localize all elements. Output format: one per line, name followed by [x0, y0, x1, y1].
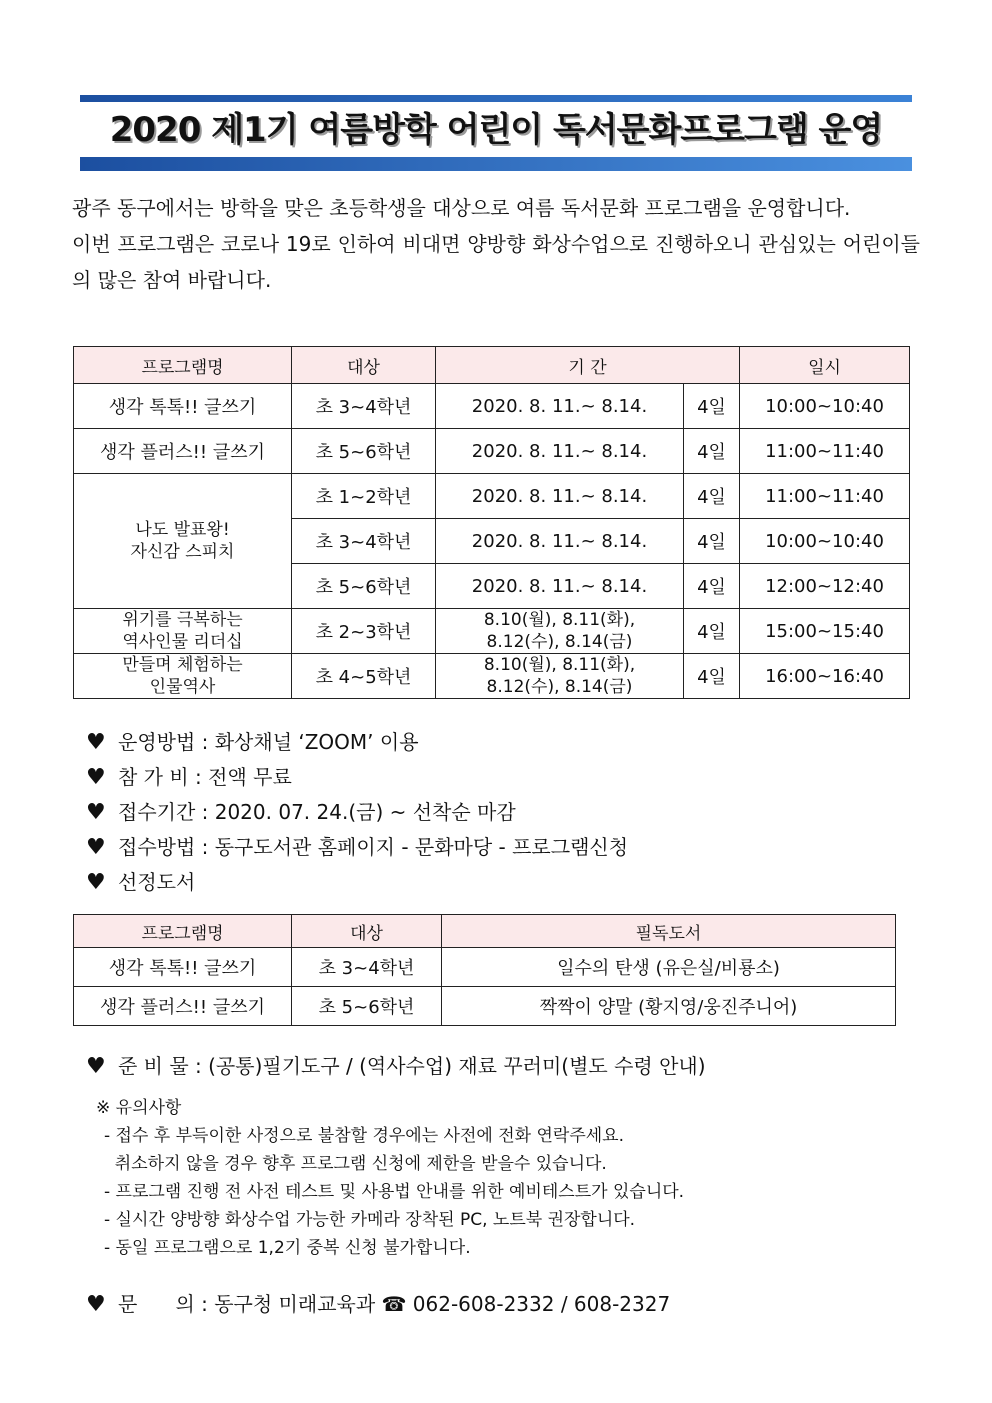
header-time: 일시 [740, 347, 910, 384]
heart-icon: ♥ [86, 730, 106, 755]
target-cell: 초 3~4학년 [292, 948, 442, 987]
days-cell: 4일 [684, 564, 740, 609]
contact-line [86, 1286, 670, 1322]
intro-paragraph-2: 이번 프로그램은 코로나 19로 인하여 비대면 양방향 화상수업으로 진행하오니 관심있는 어린이들의 많은 참여 바랍니다. [72, 232, 920, 292]
period-line-2: 8.12(수), 8.14(금) [486, 677, 633, 697]
period-cell: 2020. 8. 11.~ 8.14. [436, 384, 684, 429]
bullet-method [86, 725, 628, 760]
title-bar-top [80, 95, 912, 102]
target-cell: 초 2~3학년 [292, 609, 436, 654]
header-program: 프로그램명 [74, 347, 292, 384]
page-title: 2020 제1기 여름방학 어린이 독서문화프로그램 운영 [109, 110, 883, 150]
time-cell: 10:00~10:40 [740, 384, 910, 429]
notes-title: ※ 유의사항 [96, 1098, 182, 1118]
title-banner [80, 95, 912, 173]
book-cell: 짝짝이 양말 (황지영/웅진주니어) [442, 987, 896, 1026]
header-program: 프로그램명 [74, 915, 292, 948]
bullet-text: 선정도서 [118, 870, 196, 894]
time-cell: 16:00~16:40 [740, 654, 910, 699]
table-row [74, 429, 910, 474]
period-cell: 2020. 8. 11.~ 8.14. [436, 564, 684, 609]
books-header-row [74, 915, 896, 948]
program-line-2: 자신감 스피치 [130, 542, 235, 562]
time-cell: 10:00~10:40 [740, 519, 910, 564]
intro-text [72, 190, 920, 298]
header-book: 필독도서 [442, 915, 896, 948]
period-line-1: 8.10(월), 8.11(화), [483, 610, 636, 630]
program-line-1: 위기를 극복하는 [122, 610, 243, 630]
heart-icon: ♥ [86, 870, 106, 895]
target-cell: 초 5~6학년 [292, 429, 436, 474]
title-bar-bottom [80, 157, 912, 171]
heart-icon: ♥ [86, 765, 106, 790]
bullet-fee [86, 760, 628, 795]
target-cell: 초 1~2학년 [292, 474, 436, 519]
header-target: 대상 [292, 347, 436, 384]
header-target: 대상 [292, 915, 442, 948]
days-cell: 4일 [684, 474, 740, 519]
program-cell: 생각 플러스!! 글쓰기 [74, 429, 292, 474]
time-cell: 11:00~11:40 [740, 474, 910, 519]
program-cell: 생각 톡톡!! 글쓰기 [74, 384, 292, 429]
heart-icon: ♥ [86, 1054, 106, 1079]
contact-text: 문 의 : 동구청 미래교육과 ☎ 062-608-2332 / 608-2327 [118, 1292, 671, 1316]
prep-line [86, 1048, 706, 1084]
books-table [73, 914, 896, 1026]
note-item: - 접수 후 부득이한 사정으로 불참할 경우에는 사전에 전화 연락주세요. [104, 1126, 624, 1146]
bullet-books [86, 865, 628, 900]
target-cell: 초 3~4학년 [292, 519, 436, 564]
target-cell: 초 5~6학년 [292, 564, 436, 609]
period-cell: 2020. 8. 11.~ 8.14. [436, 429, 684, 474]
info-bullets [86, 725, 628, 900]
heart-icon: ♥ [86, 800, 106, 825]
bullet-period [86, 795, 628, 830]
time-cell: 11:00~11:40 [740, 429, 910, 474]
note-item: - 실시간 양방향 화상수업 가능한 카메라 장착된 PC, 노트북 권장합니다. [104, 1210, 636, 1230]
program-line-1: 만들며 체험하는 [122, 655, 243, 675]
note-item: 취소하지 않을 경우 향후 프로그램 신청에 제한을 받을수 있습니다. [104, 1154, 607, 1174]
days-cell: 4일 [684, 429, 740, 474]
days-cell: 4일 [684, 384, 740, 429]
days-cell: 4일 [684, 654, 740, 699]
program-line-1: 나도 발표왕! [135, 520, 230, 540]
period-line-1: 8.10(월), 8.11(화), [483, 655, 636, 675]
period-cell: 2020. 8. 11.~ 8.14. [436, 474, 684, 519]
table-row [74, 474, 910, 519]
program-line-2: 역사인물 리더십 [122, 632, 243, 652]
heart-icon: ♥ [86, 1292, 106, 1317]
notes-section [96, 1094, 684, 1262]
period-cell: 2020. 8. 11.~ 8.14. [436, 519, 684, 564]
bullet-text: 접수방법 : 동구도서관 홈페이지 - 문화마당 - 프로그램신청 [118, 835, 629, 859]
heart-icon: ♥ [86, 835, 106, 860]
program-cell [74, 474, 292, 609]
table-row [74, 384, 910, 429]
program-cell: 생각 플러스!! 글쓰기 [74, 987, 292, 1026]
target-cell: 초 3~4학년 [292, 384, 436, 429]
period-cell [436, 654, 684, 699]
prep-text: 준 비 물 : (공통)필기도구 / (역사수업) 재료 꾸러미(별도 수령 안내) [118, 1054, 706, 1078]
table-row [74, 609, 910, 654]
program-line-2: 인물역사 [149, 677, 216, 697]
header-period: 기 간 [436, 347, 740, 384]
note-item: - 동일 프로그램으로 1,2기 중복 신청 불가합니다. [104, 1238, 471, 1258]
target-cell: 초 5~6학년 [292, 987, 442, 1026]
time-cell: 15:00~15:40 [740, 609, 910, 654]
program-cell [74, 609, 292, 654]
period-cell [436, 609, 684, 654]
bullet-text: 접수기간 : 2020. 07. 24.(금) ~ 선착순 마감 [118, 800, 516, 824]
book-cell: 일수의 탄생 (유은실/비룡소) [442, 948, 896, 987]
bullet-text: 운영방법 : 화상채널 ‘ZOOM’ 이용 [118, 730, 419, 754]
program-cell [74, 654, 292, 699]
table-row [74, 948, 896, 987]
note-item: - 프로그램 진행 전 사전 테스트 및 사용법 안내를 위한 예비테스트가 있습니다. [104, 1182, 685, 1202]
bullet-apply [86, 830, 628, 865]
days-cell: 4일 [684, 609, 740, 654]
table-row [74, 654, 910, 699]
schedule-header-row [74, 347, 910, 384]
bullet-text: 참 가 비 : 전액 무료 [118, 765, 292, 789]
program-cell: 생각 톡톡!! 글쓰기 [74, 948, 292, 987]
schedule-table [73, 346, 910, 699]
days-cell: 4일 [684, 519, 740, 564]
table-row [74, 987, 896, 1026]
intro-paragraph-1: 광주 동구에서는 방학을 맞은 초등학생을 대상으로 여름 독서문화 프로그램을 운영합니다. [72, 196, 851, 220]
period-line-2: 8.12(수), 8.14(금) [486, 632, 633, 652]
target-cell: 초 4~5학년 [292, 654, 436, 699]
time-cell: 12:00~12:40 [740, 564, 910, 609]
